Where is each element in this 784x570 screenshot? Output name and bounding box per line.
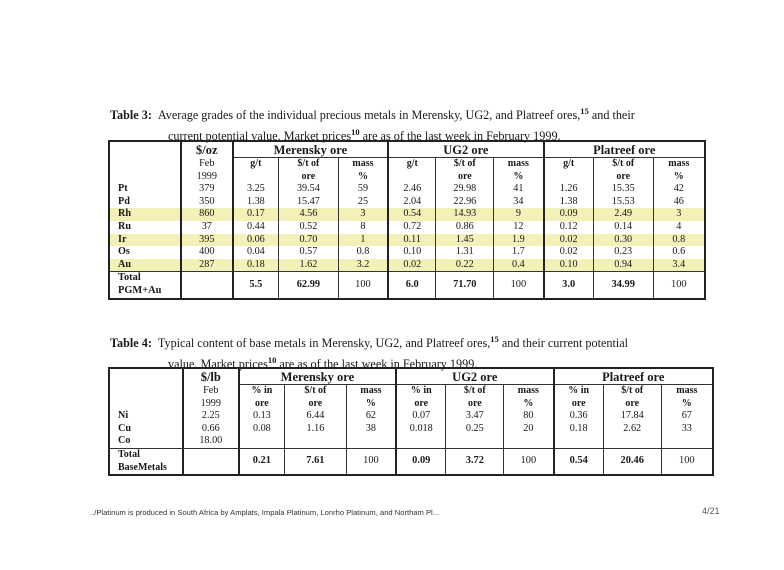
table4-u-mass-header: mass [504,385,554,398]
row-label: Rh [109,208,181,221]
value-cell: 15.47 [279,196,339,209]
value-cell: 3 [653,208,705,221]
table4-u-val-header: $/t of [446,385,504,398]
value-cell: 0.09 [544,208,594,221]
total-cell: 0.21 [239,448,285,475]
total-cell: 100 [653,272,705,299]
table3-group-merensky: Merensky ore [233,141,388,158]
value-cell: 0.30 [593,234,653,247]
table4-row-cu [109,423,713,436]
value-cell: 3.4 [653,259,705,272]
price-cell: 0.66 [183,423,239,436]
total-cell: 5.5 [233,272,279,299]
table3-price-header: $/oz [181,141,233,158]
value-cell: 1.9 [494,234,544,247]
value-cell: 80 [504,410,554,423]
value-cell [446,435,504,448]
table4-u-val-header2: ore [446,398,504,411]
value-cell: 4.56 [279,208,339,221]
table3-p-val-header2: ore [593,171,653,184]
table3-caption-line2-a: current potential value. Market prices [168,129,352,144]
total-cell: 7.61 [285,448,347,475]
total-cell: 0.09 [396,448,446,475]
table3-group-ug2: UG2 ore [388,141,543,158]
table3-caption [110,103,750,145]
value-cell: 0.52 [279,221,339,234]
table3-m-val-header2: ore [279,171,339,184]
value-cell: 2.49 [593,208,653,221]
value-cell: 0.11 [388,234,436,247]
value-cell [396,435,446,448]
value-cell: 0.02 [544,234,594,247]
value-cell: 0.18 [233,259,279,272]
value-cell: 0.94 [593,259,653,272]
value-cell: 0.44 [233,221,279,234]
table4-u-pct-header: % in [396,385,446,398]
value-cell [504,435,554,448]
table4-ref15: 15 [490,334,499,344]
value-cell: 0.02 [544,246,594,259]
value-cell: 0.70 [279,234,339,247]
row-label: Co [118,435,131,447]
total-cell: 100 [494,272,544,299]
value-cell [239,435,285,448]
value-cell: 1.38 [233,196,279,209]
value-cell: 0.4 [494,259,544,272]
value-cell: 62 [346,410,396,423]
table3-u-val-header: $/t of [436,158,494,171]
value-cell: 6.44 [285,410,347,423]
total-cell: 20.46 [603,448,661,475]
row-label: Pd [118,195,130,207]
table3-group-platreef: Platreef ore [544,141,705,158]
table4-group-merensky: Merensky ore [239,368,396,385]
value-cell: 29.98 [436,183,494,196]
table3-sub-header-1 [109,158,705,171]
table3-p-mass-header2: % [653,171,705,184]
table4-m-pct-header: % in [239,385,285,398]
table3-title: Table 3: [110,108,152,123]
value-cell: 39.54 [279,183,339,196]
value-cell: 1 [338,234,388,247]
value-cell: 0.86 [436,221,494,234]
table4-p-val-header: $/t of [603,385,661,398]
value-cell [285,435,347,448]
value-cell: 0.17 [233,208,279,221]
table4-group-header [109,368,713,385]
table3-m-val-header: $/t of [279,158,339,171]
table4-p-pct-header2: ore [554,398,604,411]
table4-title: Table 4: [110,336,152,351]
table3-caption-line2-b: are as of the last week in February 1999. [359,129,561,144]
price-cell: 37 [181,221,233,234]
value-cell: 0.13 [239,410,285,423]
table4-caption-line1: Typical content of base metals in Merensky, UG2, and Platreef ores, [157,336,491,351]
total-cell: 3.72 [446,448,504,475]
row-label: Os [118,246,130,258]
table3-ref15: 15 [580,106,589,116]
value-cell: 0.72 [388,221,436,234]
value-cell: 1.38 [544,196,594,209]
total-cell: 100 [338,272,388,299]
price-cell: 350 [181,196,233,209]
table3-row-pt [109,183,705,196]
value-cell: 0.10 [388,246,436,259]
table3-price-sub2: 1999 [181,171,233,184]
table3-price-sub1: Feb [181,158,233,171]
table4-p-mass-header2: % [661,398,713,411]
table4-group-ug2: UG2 ore [396,368,553,385]
table3-u-gt-header: g/t [388,158,436,171]
value-cell: 1.31 [436,246,494,259]
value-cell: 59 [338,183,388,196]
value-cell: 3.47 [446,410,504,423]
value-cell: 14.93 [436,208,494,221]
table3-u-mass-header: mass [494,158,544,171]
value-cell: 2.04 [388,196,436,209]
table4-total-label1: Total [118,448,140,460]
row-label: Ru [118,220,132,232]
price-cell: 2.25 [183,410,239,423]
price-cell: 400 [181,246,233,259]
value-cell [603,435,661,448]
price-cell: 379 [181,183,233,196]
value-cell: 0.18 [554,423,604,436]
table3-m-mass-header: mass [338,158,388,171]
table3-total-label2: PGM+Au [118,284,162,296]
value-cell: 41 [494,183,544,196]
table3-group-header [109,141,705,158]
total-cell: 62.99 [279,272,339,299]
value-cell: 0.02 [388,259,436,272]
table3-m-mass-header2: % [338,171,388,184]
value-cell: 15.53 [593,196,653,209]
total-cell: 100 [346,448,396,475]
table3-corner [109,141,181,158]
table3-u-mass-header2: % [494,171,544,184]
row-label: Cu [118,422,132,434]
value-cell: 0.07 [396,410,446,423]
value-cell: 0.22 [436,259,494,272]
row-label: Au [109,259,181,272]
value-cell: 0.018 [396,423,446,436]
table3-p-val-header: $/t of [593,158,653,171]
table4-row-ni [109,410,713,423]
value-cell: 17.84 [603,410,661,423]
table4-row-total [109,448,713,475]
table4-price-sub1: Feb [183,385,239,398]
table3-row-rh [109,208,705,221]
table3-row-total [109,272,705,299]
value-cell: 0.08 [239,423,285,436]
value-cell: 25 [338,196,388,209]
table4-total-label2: BaseMetals [118,461,167,473]
value-cell: 0.8 [338,246,388,259]
value-cell: 0.14 [593,221,653,234]
table4-group-platreef: Platreef ore [554,368,713,385]
value-cell: 46 [653,196,705,209]
table3-caption-line1: Average grades of the individual precious metals in Merensky, UG2, and Platreef ores, [157,108,581,123]
table4-caption-line2-b: are as of the last week in February 1999. [276,357,478,372]
value-cell: 34 [494,196,544,209]
value-cell: 22.96 [436,196,494,209]
total-cell: 100 [661,448,713,475]
table4-m-mass-header: mass [346,385,396,398]
value-cell: 12 [494,221,544,234]
value-cell [554,435,604,448]
table4-m-pct-header2: ore [239,398,285,411]
value-cell: 9 [494,208,544,221]
total-cell: 100 [504,448,554,475]
table4-m-val-header2: ore [285,398,347,411]
price-cell: 860 [181,208,233,221]
table3-u-val-header2: ore [436,171,494,184]
table3-m-gt-header: g/t [233,158,279,171]
table4-price-header: $/lb [183,368,239,385]
table3-p-mass-header: mass [653,158,705,171]
total-cell: 0.54 [554,448,604,475]
price-cell: 395 [181,234,233,247]
value-cell: 15.35 [593,183,653,196]
value-cell: 0.36 [554,410,604,423]
page-number: 4/21 [702,506,720,516]
price-cell: 287 [181,259,233,272]
row-label: Ir [109,234,181,247]
total-cell: 71.70 [436,272,494,299]
value-cell: 0.23 [593,246,653,259]
table3-row-ru [109,221,705,234]
value-cell: 0.25 [446,423,504,436]
value-cell: 33 [661,423,713,436]
value-cell: 3 [338,208,388,221]
table3-ref10: 10 [351,127,360,138]
table4-p-mass-header: mass [661,385,713,398]
table4-caption-line2-a: value. Market prices [168,357,268,372]
table4-p-val-header2: ore [603,398,661,411]
table4-row-co [109,435,713,448]
table4-total-label [109,448,183,475]
value-cell: 0.8 [653,234,705,247]
value-cell: 3.2 [338,259,388,272]
value-cell: 2.62 [603,423,661,436]
table3-total-label1: Total [118,272,141,284]
value-cell: 3.25 [233,183,279,196]
price-cell: 18.00 [183,435,239,448]
table3-sub-header-2 [109,171,705,184]
table4-m-val-header: $/t of [285,385,347,398]
value-cell: 0.54 [388,208,436,221]
value-cell: 0.04 [233,246,279,259]
row-label: Ni [118,410,129,422]
table3-caption-line1-end: and their [588,108,635,123]
table3-row-ir [109,234,705,247]
table4-ref10: 10 [267,355,277,366]
page-footer: ../Platinum is produced in South Africa by Amplats, Impala Platinum, Lonrho Platinum, and Northam Pl... [90,508,440,517]
row-label: Pt [118,183,128,195]
value-cell: 1.7 [494,246,544,259]
value-cell [346,435,396,448]
value-cell: 1.16 [285,423,347,436]
value-cell: 0.57 [279,246,339,259]
total-cell: 3.0 [544,272,594,299]
value-cell: 0.10 [544,259,594,272]
value-cell: 8 [338,221,388,234]
table4-sub-header-2 [109,398,713,411]
value-cell: 4 [653,221,705,234]
total-cell: 6.0 [388,272,436,299]
table4-corner [109,368,183,385]
table4-p-pct-header: % in [554,385,604,398]
table3-row-pd [109,196,705,209]
table3-total-label [109,272,181,299]
table4 [108,367,714,476]
value-cell: 38 [346,423,396,436]
total-cell: 34.99 [593,272,653,299]
table3-row-os [109,246,705,259]
value-cell: 1.26 [544,183,594,196]
table3 [108,140,706,300]
table4-m-mass-header2: % [346,398,396,411]
value-cell: 0.12 [544,221,594,234]
value-cell: 1.45 [436,234,494,247]
value-cell: 42 [653,183,705,196]
table3-row-au [109,259,705,272]
value-cell [661,435,713,448]
value-cell: 2.46 [388,183,436,196]
value-cell: 67 [661,410,713,423]
table4-u-pct-header2: ore [396,398,446,411]
value-cell: 0.6 [653,246,705,259]
table4-price-sub2: 1999 [183,398,239,411]
value-cell: 20 [504,423,554,436]
table4-sub-header-1 [109,385,713,398]
table4-caption-line1-end: and their current potential [498,336,629,351]
table3-p-gt-header: g/t [544,158,594,171]
value-cell: 1.62 [279,259,339,272]
table4-u-mass-header2: % [504,398,554,411]
value-cell: 0.06 [233,234,279,247]
